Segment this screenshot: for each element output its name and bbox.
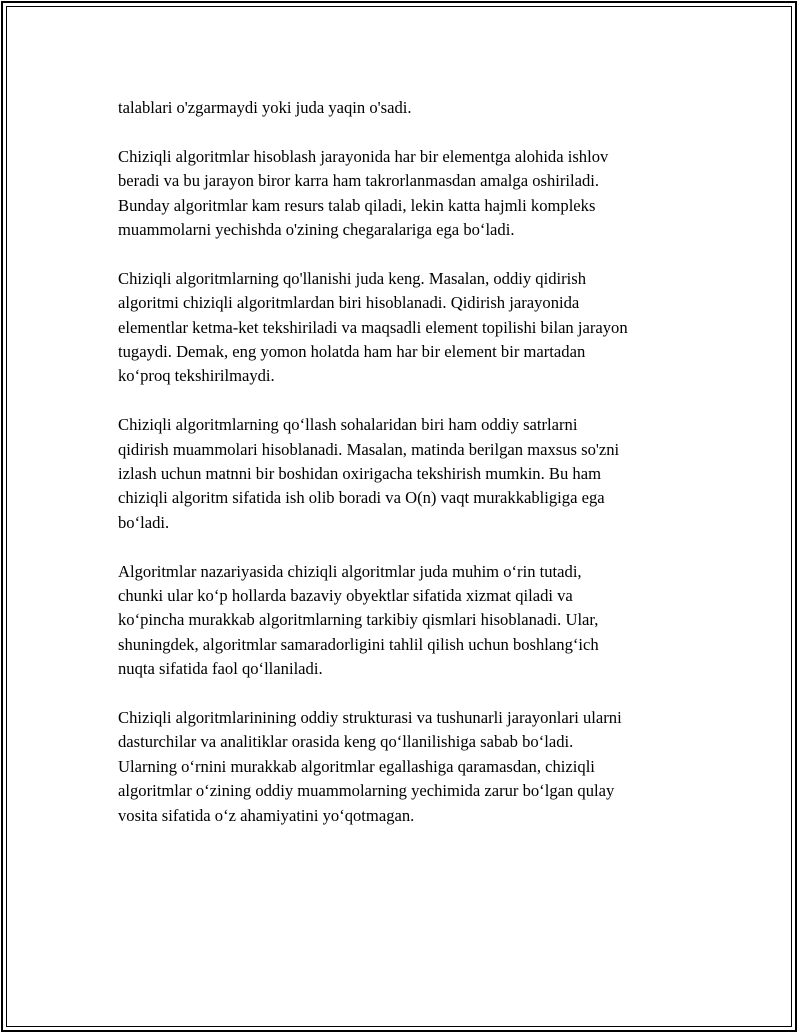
text-line: Algoritmlar nazariyasida chiziqli algoritmlar juda muhim o‘rin tutadi,: [118, 561, 582, 581]
text-line: beradi va bu jarayon biror karra ham takrorlanmasdan amalga oshiriladi.: [118, 171, 600, 191]
paragraph-6: [118, 706, 698, 828]
text-line: chunki ular ko‘p hollarda bazaviy obyektlar sifatida xizmat qiladi va: [118, 586, 573, 606]
text-line: Chiziqli algoritmlar hisoblash jarayonida har bir elementga alohida ishlov: [118, 146, 609, 166]
document-body: [118, 96, 698, 853]
paragraph-1: [118, 96, 698, 120]
text-line: qidirish muammolari hisoblanadi. Masalan, matinda berilgan maxsus so'zni: [118, 439, 620, 459]
text-line: tugaydi. Demak, eng yomon holatda ham har bir element bir martadan: [118, 342, 586, 362]
document-page: [1, 1, 797, 1032]
paragraph-3: [118, 267, 698, 389]
text-line: Ularning o‘rnini murakkab algoritmlar egallashiga qaramasdan, chiziqli: [118, 756, 595, 776]
paragraph-4: [118, 413, 698, 535]
text-line: vosita sifatida o‘z ahamiyatini yo‘qotmagan.: [118, 805, 415, 825]
text-line: algoritmi chiziqli algoritmlardan biri hisoblanadi. Qidirish jarayonida: [118, 293, 580, 313]
text-line: muammolarni yechishda o'zining chegaralariga ega bo‘ladi.: [118, 220, 515, 240]
text-line: talablari o'zgarmaydi yoki juda yaqin o'sadi.: [118, 98, 412, 117]
text-line: bo‘ladi.: [118, 512, 170, 532]
paragraph-2: [118, 145, 698, 243]
text-line: Bunday algoritmlar kam resurs talab qiladi, lekin katta hajmli kompleks: [118, 195, 596, 215]
text-line: elementlar ketma-ket tekshiriladi va maqsadli element topilishi bilan jarayon: [118, 317, 628, 337]
text-line: Chiziqli algoritmlarning qo'llanishi juda keng. Masalan, oddiy qidirish: [118, 268, 587, 288]
text-line: izlash uchun matnni bir boshidan oxirigacha tekshirish mumkin. Bu ham: [118, 464, 601, 484]
text-line: dasturchilar va analitiklar orasida keng qo‘llanilishiga sabab bo‘ladi.: [118, 732, 574, 752]
text-line: ko‘proq tekshirilmaydi.: [118, 366, 275, 386]
text-line: ko‘pincha murakkab algoritmlarning tarkibiy qismlari hisoblanadi. Ular,: [118, 610, 599, 630]
text-line: chiziqli algoritm sifatida ish olib boradi va O(n) vaqt murakkabligiga ega: [118, 488, 605, 508]
text-line: Chiziqli algoritmlarning qo‘llash sohalaridan biri ham oddiy satrlarni: [118, 415, 578, 435]
paragraph-5: [118, 560, 698, 682]
text-line: algoritmlar o‘zining oddiy muammolarning yechimida zarur bo‘lgan qulay: [118, 781, 615, 801]
text-line: nuqta sifatida faol qo‘llaniladi.: [118, 659, 323, 679]
text-line: Chiziqli algoritmlarinining oddiy strukturasi va tushunarli jarayonlari ularni: [118, 708, 622, 728]
text-line: shuningdek, algoritmlar samaradorligini tahlil qilish uchun boshlang‘ich: [118, 634, 599, 654]
